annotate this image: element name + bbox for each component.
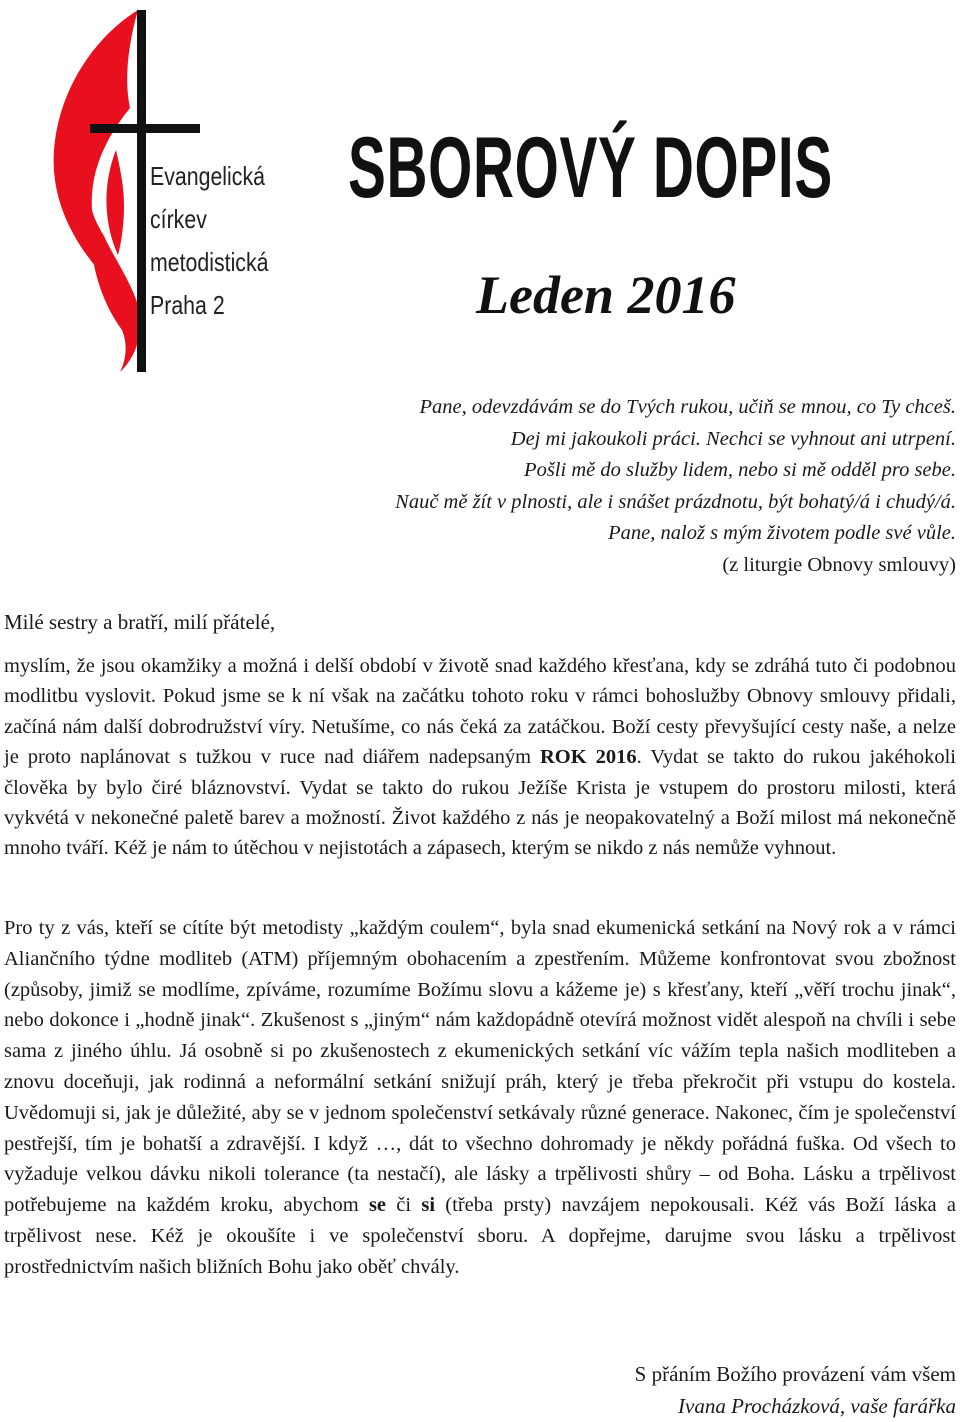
closing-line: S přáním Božího provázení vám všem <box>634 1362 956 1386</box>
letter-paragraph-1 <box>4 651 956 864</box>
issue-date: Leden 2016 <box>476 265 736 325</box>
church-name <box>150 155 268 327</box>
cross-vertical <box>137 10 146 372</box>
prayer-line: Pane, nalož s mým životem podle své vůle. <box>608 522 956 545</box>
cross-horizontal <box>90 124 200 133</box>
prayer-line: Pošli mě do služby lidem, nebo si mě odděl pro sebe. <box>524 459 956 482</box>
text-run: (třeba prsty) navzájem nepokousali. Kéž vás Boží láska a trpělivost nese. Kéž je okoušíte i ve společenství sboru. A dopřejme, darujme svou lásku a trpělivost prostřednictvím našich bližních Bohu jako oběť chvály. <box>4 1194 957 1278</box>
church-name-line: metodistická <box>150 247 269 277</box>
newsletter-title: SBOROVÝ DOPIS <box>348 120 833 216</box>
bold-text: ROK 2016 <box>539 746 637 769</box>
prayer-line: Nauč mě žít v plnosti, ale i snášet prázdnotu, být bohatý/á i chudý/á. <box>395 490 956 513</box>
prayer-source: (z liturgie Obnovy smlouvy) <box>722 553 956 576</box>
bold-text: si <box>421 1194 436 1217</box>
text-run: Pro ty z vás, kteří se cítíte být metodisty „každým coulem“, byla snad ekumenická setkání na Nový rok a v rámci Aliančního týdne modliteb (ATM) příjemným obohacením a zpestřením. Můžeme konfrontovat svou zbožnost (způsoby, jimiž se modlíme, zpíváme, rozumíme Božímu slovu a kážeme je) s křesťany, kteří „věří trochu jinak“, nebo dokonce i „hodně jinak“. Zkušenost s „jiným“ nám každopádně otevírá možnost vidět alespoň na chvíli i sebe sama z jiného úhlu. Já osobně si po zkušenostech z ekumenických setkání víc vážím tepla našich modliteben a znovu doceňuji, jak rodinná a neformální setkání snižují práh, který je třeba překročit při vstupu do kostela. Uvědomuji si, jak je důležité, aby se v jednom společenství setkávaly různé generace. Nakonec, čím je společenství pestřejší, tím je bohatší a zdravější. I když …, dát to všechno dohromady je někdy pořádná fuška. Od všech to vyžaduje velkou dávku nikoli tolerance (ta nestačí), ale lásky a trpělivosti shůry – od Boha. Lásku a trpělivost potřebujeme na každém kroku, abychom <box>4 917 956 1217</box>
prayer-line: Dej mi jakoukoli práci. Nechci se vyhnout ani utrpení. <box>510 427 956 450</box>
flame-inner <box>106 150 124 255</box>
letter-greeting: Milé sestry a bratří, milí přátelé, <box>4 610 276 634</box>
text-run: . Vydat se takto do rukou jakéhokoli člověka by bylo čiré bláznovství. Vydat se takto do rukou Ježíše Krista je vstupem do prostoru milosti, která vykvétá v nekonečné paletě barev a možností. Život každého z nás je neopakovatelný a Boží milost má nekonečně mnoho tváří. Kéž je nám to útěchou v nejistotách a zápasech, kterým se nikdo z nás nemůže vyhnout. <box>4 746 956 860</box>
church-name-line: církev <box>150 204 207 234</box>
signature-block <box>635 1358 956 1422</box>
church-logo <box>20 0 340 380</box>
letter-paragraph-2 <box>4 913 956 1283</box>
church-name-line: Praha 2 <box>150 290 225 320</box>
text-run: či <box>386 1194 422 1217</box>
opening-prayer <box>395 392 956 582</box>
author-line: Ivana Procházková, vaše farářka <box>678 1394 956 1418</box>
prayer-line: Pane, odevzdávám se do Tvých rukou, učiň se mnou, co Ty chceš. <box>419 396 956 418</box>
text-run: myslím, že jsou okamžiky a možná i delší období v životě snad každého křesťana, kdy se zdráhá tuto či podobnou modlitbu vyslovit. Pokud jsme se k ní však na začátku tohoto roku v rámci bohoslužby Obnovy smlouvy přidali, začíná nám další dobrodružství víry. Netušíme, co nás čeká za zatáčkou. Boží cesty převyšující cesty naše, a nelze je proto naplánovat s tužkou v ruce nad diářem nadepsaným <box>4 655 956 769</box>
bold-text: se <box>368 1194 387 1217</box>
church-name-line: Evangelická <box>150 161 265 191</box>
